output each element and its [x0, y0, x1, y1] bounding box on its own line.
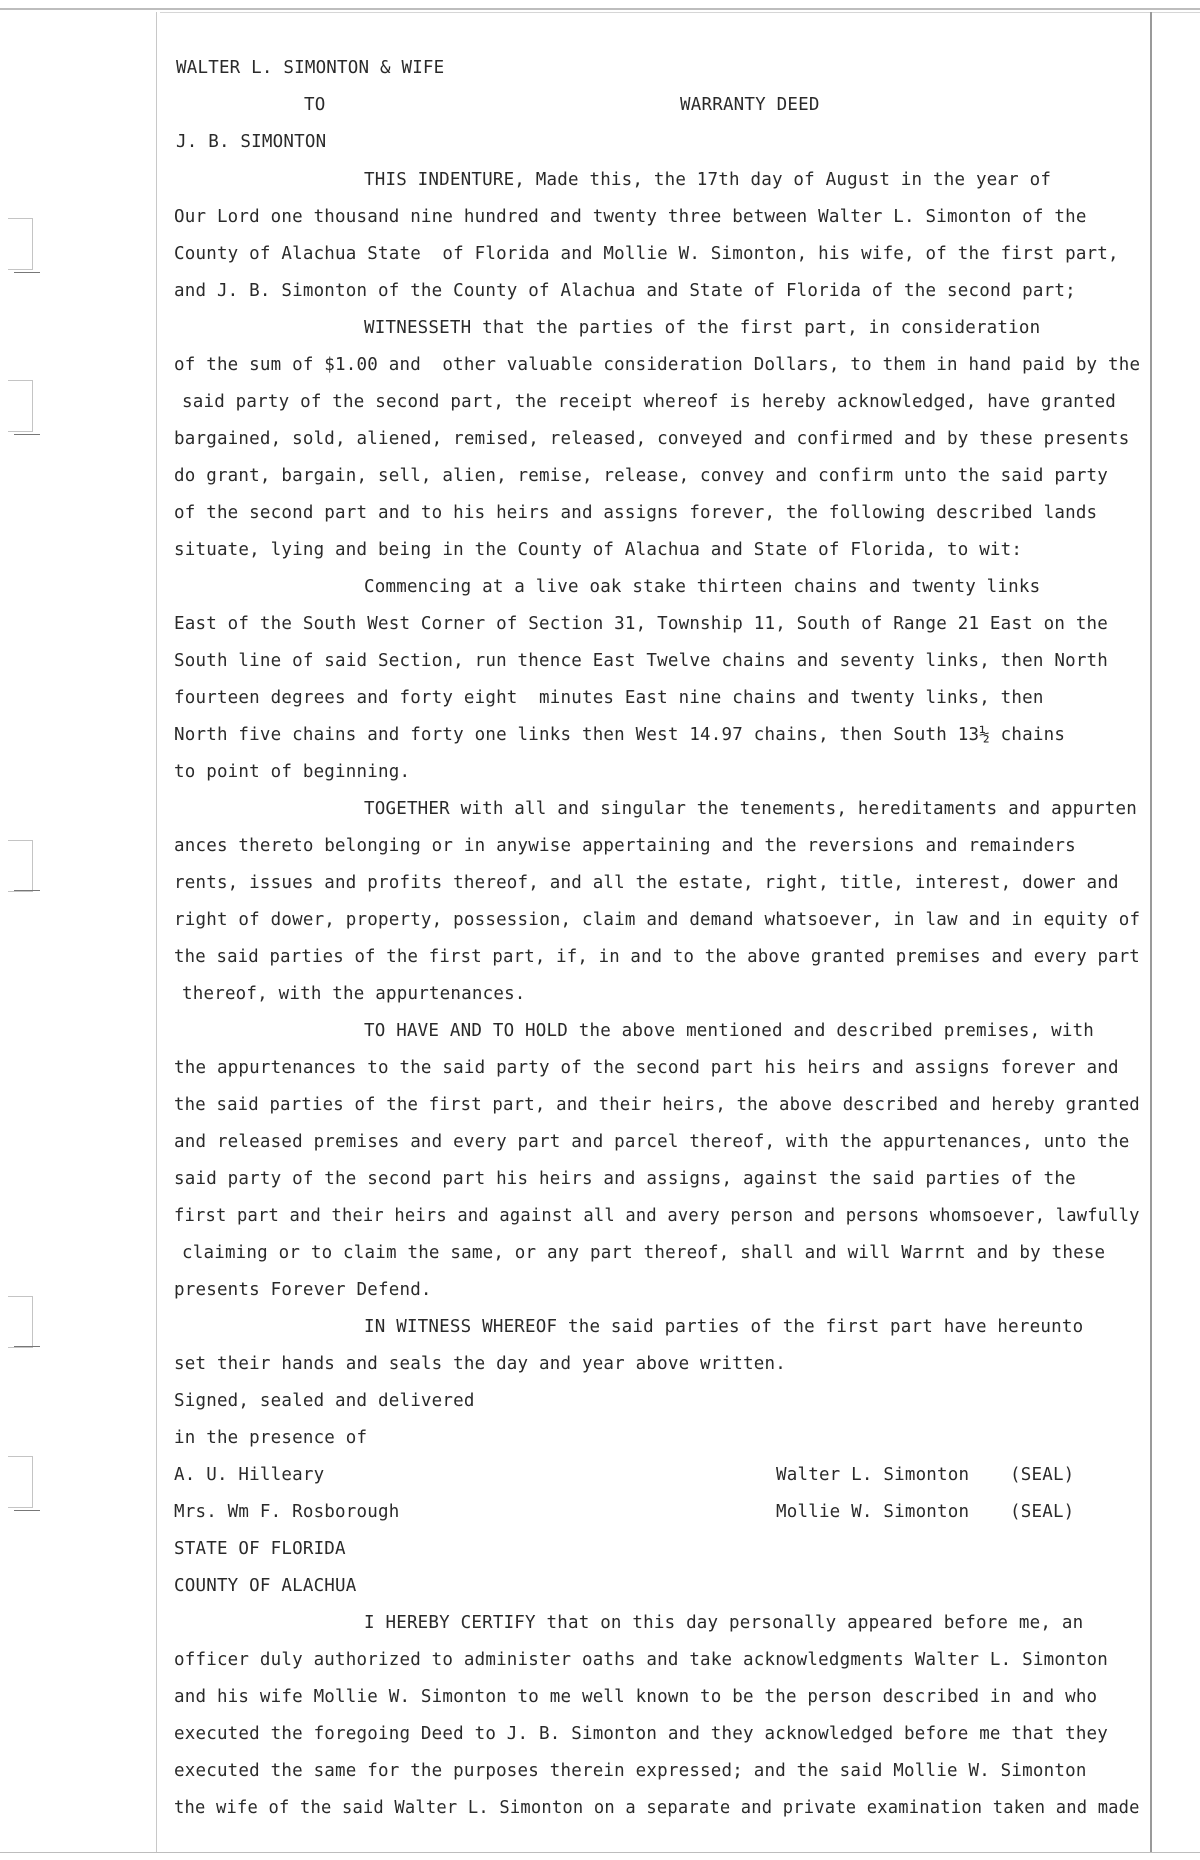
body-line: said party of the second part, the receipt whereof is hereby acknowledged, have granted	[182, 392, 1117, 412]
body-line: Our Lord one thousand nine hundred and twenty three between Walter L. Simonton of the	[174, 207, 1087, 227]
body-line: fourteen degrees and forty eight minutes East nine chains and twenty links, then	[174, 688, 1044, 708]
page-bottom-edge	[0, 1852, 1200, 1853]
binder-tick	[14, 272, 40, 273]
body-line: do grant, bargain, sell, alien, remise, release, convey and confirm unto the said party	[174, 466, 1109, 486]
body-line: TOGETHER with all and singular the tenements, hereditaments and appurten	[364, 799, 1137, 819]
seal-mark: (SEAL)	[1010, 1502, 1075, 1522]
witness-name: Mrs. Wm F. Rosborough	[174, 1502, 400, 1522]
ack-line: executed the same for the purposes therein expressed; and the said Mollie W. Simonton	[174, 1761, 1087, 1781]
witness-name: A. U. Hilleary	[174, 1465, 325, 1485]
ack-state: STATE OF FLORIDA	[174, 1539, 346, 1559]
body-line: and released premises and every part and parcel thereof, with the appurtenances, unto the	[174, 1132, 1130, 1152]
to-heading: TO	[304, 95, 326, 115]
ack-line: I HEREBY CERTIFY that on this day personally appeared before me, an	[364, 1613, 1084, 1633]
body-line: THIS INDENTURE, Made this, the 17th day of August in the year of	[364, 170, 1052, 190]
seal-mark: (SEAL)	[1010, 1465, 1075, 1485]
body-line: rents, issues and profits thereof, and all the estate, right, title, interest, dower and	[174, 873, 1119, 893]
body-line: County of Alachua State of Florida and Mollie W. Simonton, his wife, of the first part,	[174, 244, 1119, 264]
body-line: North five chains and forty one links then West 14.97 chains, then South 13½ chains	[174, 725, 1066, 745]
body-line: the appurtenances to the said party of the second part his heirs and assigns forever and	[174, 1058, 1119, 1078]
body-line: right of dower, property, possession, claim and demand whatsoever, in law and in equity of	[174, 910, 1141, 930]
body-line: in the presence of	[174, 1428, 368, 1448]
page-top-edge-inner	[160, 12, 1200, 13]
body-line: set their hands and seals the day and year above written.	[174, 1354, 786, 1374]
ack-line: the wife of the said Walter L. Simonton on a separate and private examination taken and made	[174, 1798, 1140, 1818]
ack-county: COUNTY OF ALACHUA	[174, 1576, 357, 1596]
right-margin-line	[1150, 12, 1152, 1852]
body-line: presents Forever Defend.	[174, 1280, 432, 1300]
binder-tick	[14, 1346, 40, 1347]
body-line: to point of beginning.	[174, 762, 411, 782]
signatory-name: Mollie W. Simonton	[776, 1502, 970, 1522]
ack-line: officer duly authorized to administer oaths and take acknowledgments Walter L. Simonton	[174, 1650, 1109, 1670]
ack-line: executed the foregoing Deed to J. B. Simonton and they acknowledged before me that they	[174, 1724, 1109, 1744]
body-line: said party of the second part his heirs and assigns, against the said parties of the	[174, 1169, 1076, 1189]
binder-tab	[8, 840, 33, 892]
body-line: WITNESSETH that the parties of the first part, in consideration	[364, 318, 1041, 338]
body-line: East of the South West Corner of Section 31, Township 11, South of Range 21 East on the	[174, 614, 1109, 634]
body-line: TO HAVE AND TO HOLD the above mentioned and described premises, with	[364, 1021, 1095, 1041]
signatory-name: Walter L. Simonton	[776, 1465, 970, 1485]
body-line: the said parties of the first part, and their heirs, the above described and hereby granted	[174, 1095, 1140, 1115]
page-top-edge	[0, 8, 1200, 10]
body-line: Signed, sealed and delivered	[174, 1391, 475, 1411]
body-line: the said parties of the first part, if, in and to the above granted premises and every part	[174, 947, 1140, 967]
body-line: ances thereto belonging or in anywise appertaining and the reversions and remainders	[174, 836, 1076, 856]
binder-tick	[14, 434, 40, 435]
body-line: claiming or to claim the same, or any part thereof, shall and will Warrnt and by these	[182, 1243, 1106, 1263]
binder-tick	[14, 1510, 40, 1511]
body-line: and J. B. Simonton of the County of Alachua and State of Florida of the second part;	[174, 281, 1076, 301]
body-line: situate, lying and being in the County of Alachua and State of Florida, to wit:	[174, 540, 1023, 560]
body-line: Commencing at a live oak stake thirteen chains and twenty links	[364, 577, 1041, 597]
body-line: bargained, sold, aliened, remised, released, conveyed and confirmed and by these presents	[174, 429, 1130, 449]
body-line: thereof, with the appurtenances.	[182, 984, 526, 1004]
left-margin-line	[156, 12, 157, 1852]
ack-line: and his wife Mollie W. Simonton to me well known to be the person described in and who	[174, 1687, 1098, 1707]
grantor-heading: WALTER L. SIMONTON & WIFE	[176, 58, 445, 78]
binder-tab	[8, 218, 33, 270]
binder-tab	[8, 1296, 33, 1348]
body-line: IN WITNESS WHEREOF the said parties of the first part have hereunto	[364, 1317, 1084, 1337]
body-line: of the sum of $1.00 and other valuable consideration Dollars, to them in hand paid by the	[174, 355, 1141, 375]
binder-tick	[14, 890, 40, 891]
body-line: first part and their heirs and against all and avery person and persons whomsoever, lawfully	[174, 1206, 1140, 1226]
binder-tab	[8, 1456, 33, 1508]
grantee-heading: J. B. SIMONTON	[176, 132, 327, 152]
body-line: of the second part and to his heirs and assigns forever, the following described lands	[174, 503, 1098, 523]
document-title: WARRANTY DEED	[680, 95, 820, 115]
body-line: South line of said Section, run thence East Twelve chains and seventy links, then North	[174, 651, 1109, 671]
binder-tab	[8, 380, 33, 432]
